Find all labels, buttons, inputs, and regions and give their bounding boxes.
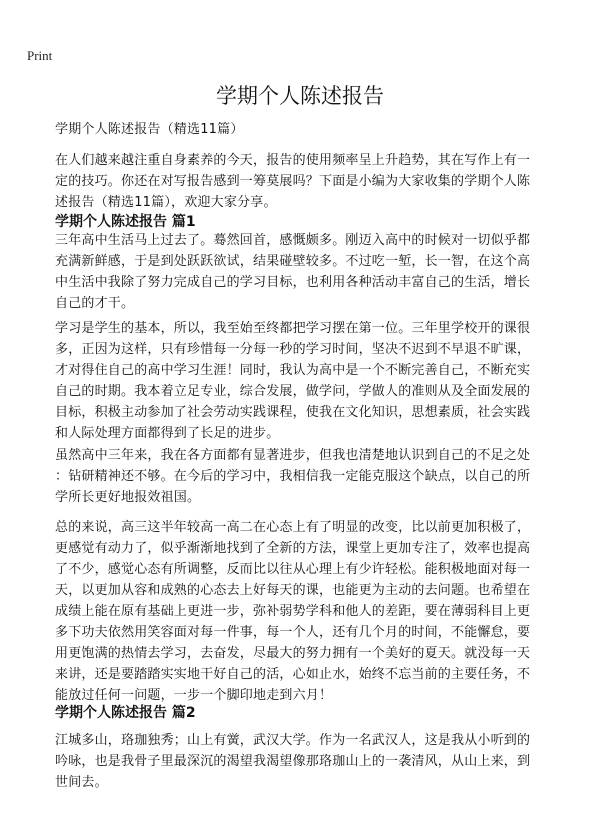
page-title: 学期个人陈述报告 xyxy=(216,84,384,108)
text-line: 总的来说，高三这半年较高一高二在心态上有了明显的改变，比以前更加积极了， xyxy=(55,520,531,535)
section-heading-1: 学期个人陈述报告 篇1 xyxy=(55,214,196,230)
intro-paragraph xyxy=(55,150,550,213)
text-line: 天，以更加从容和成熟的心态去上好每天的课，也能更为主动的去问题。也希望在 xyxy=(55,583,531,598)
text-line: 三年高中生活马上过去了。蓦然回首，感慨颇多。刚迈入高中的时候对一切似乎都 xyxy=(55,233,531,248)
text-line: ：钻研精神还不够。在今后的学习中，我相信我一定能克服这个缺点，以自己的所 xyxy=(55,469,531,484)
text-line: 目标，积极主动参加了社会劳动实践课程，使我在文化知识，思想素质，社会实践 xyxy=(55,405,531,420)
text-line: 自己的才干。 xyxy=(55,296,135,311)
paragraph xyxy=(55,230,550,314)
text-line: 学所长更好地报效祖国。 xyxy=(55,490,201,505)
paragraph xyxy=(55,318,550,444)
text-line: 虽然高中三年来，我在各方面都有显著进步，但我也清楚地认识到自己的不足之处 xyxy=(55,448,531,463)
text-line: 多下功夫依然用笑容面对每一件事，每一个人，还有几个月的时间，不能懈怠，要 xyxy=(55,625,531,640)
paragraph xyxy=(55,730,550,793)
text-line: 学习是学生的基本，所以，我至始至终都把学习摆在第一位。三年里学校开的课很 xyxy=(55,321,531,336)
text-line: 世间去。 xyxy=(55,775,108,790)
text-line: 用更饱满的热情去学习，去奋发，尽最大的努力拥有一个美好的夏天。就没每一天 xyxy=(55,646,531,661)
text-line: 能放过任何一问题，一步一个脚印地走到六月！ xyxy=(55,688,333,703)
text-line: 更感觉有动力了，似乎渐渐地找到了全新的方法，课堂上更加专注了，效率也提高 xyxy=(55,541,531,556)
text-line: 吟咏，也是我骨子里最深沉的渴望我渴望像那珞珈山上的一袭清风，从山上来，到 xyxy=(55,754,531,769)
text-line: 定的技巧。你还在对写报告感到一筹莫展吗？下面是小编为大家收集的学期个人陈 xyxy=(55,174,531,189)
paragraph xyxy=(55,445,550,508)
text-line: 和人际处理方面都得到了长足的进步。 xyxy=(55,426,280,441)
paragraph xyxy=(55,517,550,706)
text-line: 才对得住自己的高中学习生涯！同时，我认为高中是一个不断完善自己，不断充实 xyxy=(55,363,531,378)
text-line: 自己的时期。我本着立足专业，综合发展，做学问，学做人的准则从及全面发展的 xyxy=(55,384,531,399)
text-line: 中生活中我除了努力完成自己的学习目标，也利用各种活动丰富自己的生活，增长 xyxy=(55,275,531,290)
text-line: 成绩上能在原有基础上更进一步，弥补弱势学科和他人的差距，要在薄弱科目上更 xyxy=(55,604,531,619)
text-line: 在人们越来越注重自身素养的今天，报告的使用频率呈上升趋势，其在写作上有一 xyxy=(55,153,531,168)
text-line: 多，正因为这样，只有珍惜每一分每一秒的学习时间，坚决不迟到不早退不旷课， xyxy=(55,342,531,357)
text-line: 江城多山，珞珈独秀；山上有黉，武汉大学。作为一名武汉人，这是我从小听到的 xyxy=(55,733,531,748)
print-link[interactable]: Print xyxy=(27,48,53,63)
text-line: 述报告（精选11篇），欢迎大家分享。 xyxy=(55,195,277,210)
section-heading-2: 学期个人陈述报告 篇2 xyxy=(55,705,196,721)
text-line: 了不少，感觉心态有所调整，反而比以往从心理上有少许轻松。能积极地面对每一 xyxy=(55,562,531,577)
text-line: 来讲，还是要踏踏实实地干好自己的活，心如止水，始终不忘当前的主要任务，不 xyxy=(55,667,531,682)
text-line: 充满新鲜感，于是到处跃跃欲试，结果碰壁较多。不过吃一堑，长一智，在这个高 xyxy=(55,254,531,269)
subtitle: 学期个人陈述报告（精选11篇） xyxy=(55,122,244,137)
